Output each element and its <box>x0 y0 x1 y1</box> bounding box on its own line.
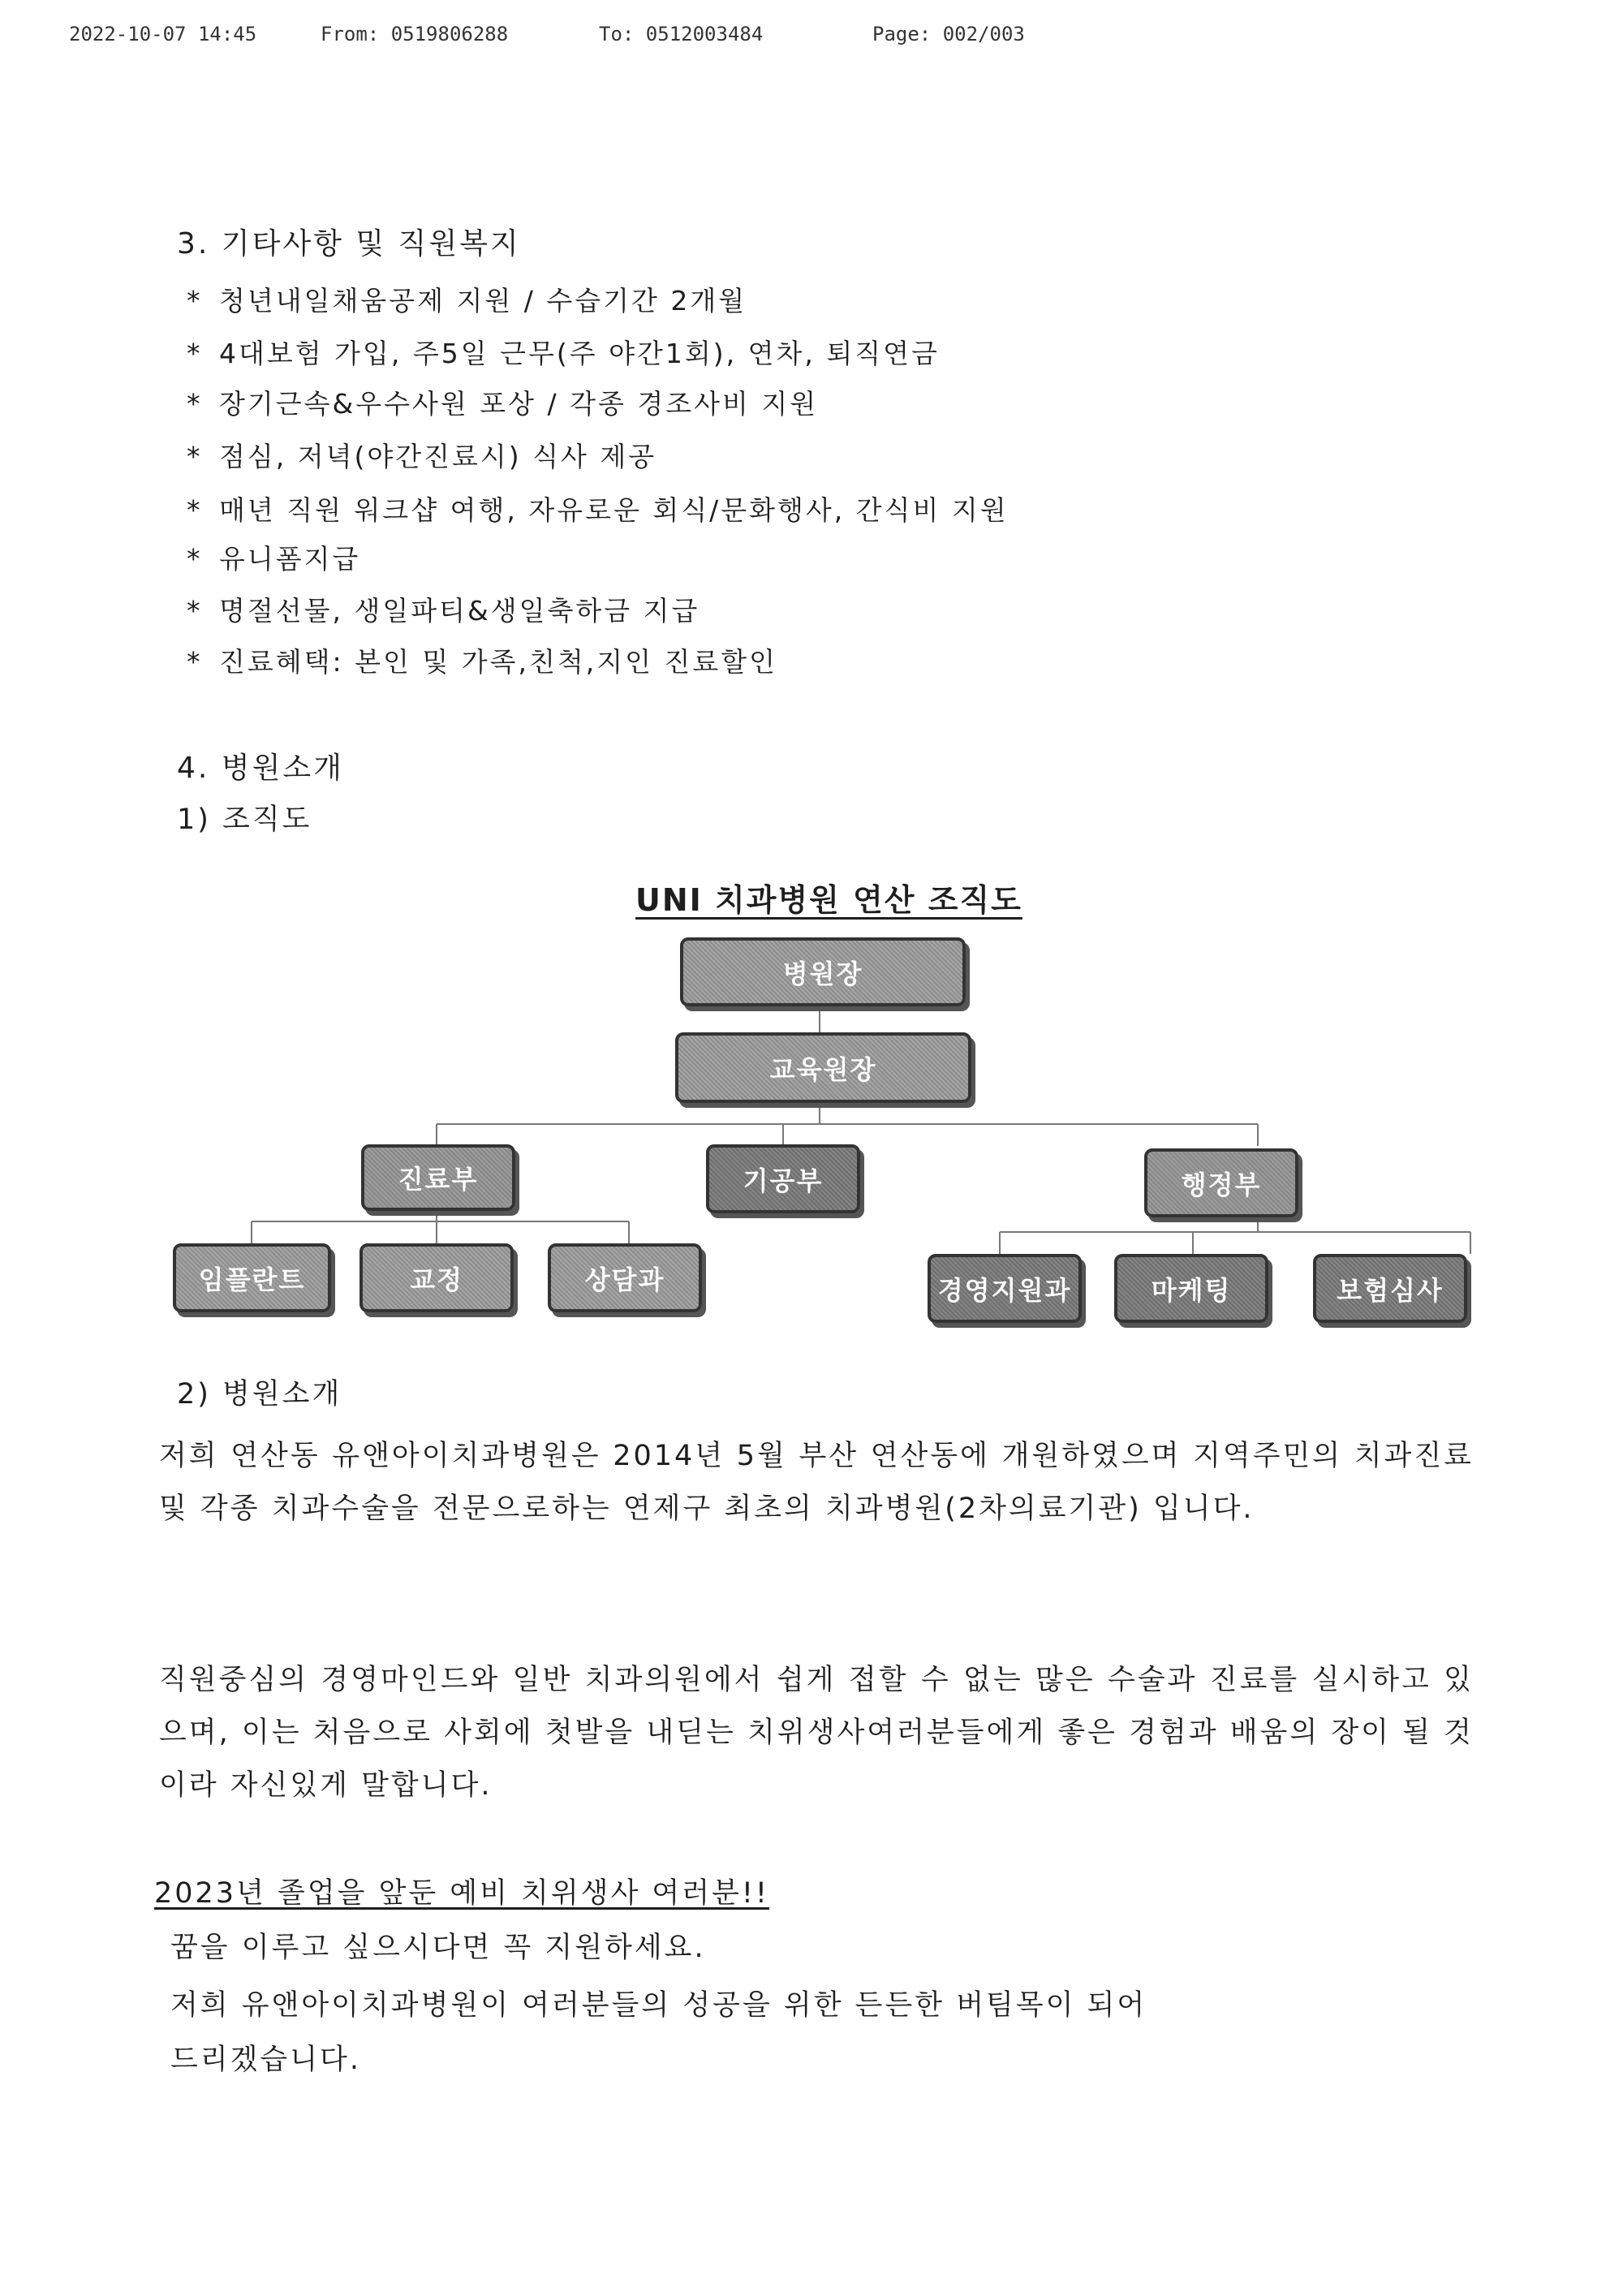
benefit-text: 청년내일채움공제 지원 / 수습기간 2개월 <box>219 285 747 317</box>
intro-paragraph: 직원중심의 경영마인드와 일반 치과의원에서 쉽게 접할 수 없는 많은 수술과 진료를 실시하고 있으며, 이는 처음으로 사회에 첫발을 내딛는 치위생사여러분들에게 좋은 경험과 배움의 장이 될 것이라 자신있게 말합니다. <box>159 1664 1474 1802</box>
fax-from: From: 0519806288 <box>321 23 509 45</box>
closing-line: 저희 유앤아이치과병원이 여러분들의 성공을 위한 든든한 버팀목이 되어 <box>170 1989 1147 2022</box>
fax-date: 2022-10-07 14:45 <box>69 23 257 45</box>
benefit-text: 명절선물, 생일파티&생일축하금 지급 <box>219 595 700 627</box>
bullet-mark: * <box>187 338 203 369</box>
bullet-mark: * <box>187 441 203 472</box>
benefit-text: 유니폼지급 <box>219 543 361 575</box>
benefit-item <box>187 280 747 318</box>
bullet-mark: * <box>187 543 203 575</box>
org-node-counsel: 상담과 <box>548 1243 702 1312</box>
fax-to: To: 0512003484 <box>599 23 764 45</box>
benefit-item <box>187 641 777 679</box>
benefit-text: 4대보험 가입, 주5일 근무(주 야간1회), 연차, 퇴직연금 <box>219 338 940 369</box>
section4-title: 4. 병원소개 <box>177 752 344 785</box>
intro-paragraph: 저희 연산동 유앤아이치과병원은 2014년 5월 부산 연산동에 개원하였으며 지역주민의 치과진료 및 각종 치과수술을 전문으로하는 연제구 최초의 치과병원(2차의료기관) 입니다. <box>159 1440 1474 1525</box>
org-node-insurance: 보험심사 <box>1313 1254 1467 1323</box>
benefit-item <box>187 333 940 371</box>
benefit-item <box>187 383 818 421</box>
bullet-mark: * <box>187 388 203 420</box>
org-node-education-director: 교육원장 <box>675 1032 971 1103</box>
intro-subtitle: 2) 병원소개 <box>177 1378 342 1411</box>
closing-headline: 2023년 졸업을 앞둔 예비 치위생사 여러분!! <box>154 1877 769 1910</box>
org-node-admin: 행정부 <box>1144 1148 1298 1217</box>
closing-line: 꿈을 이루고 싶으시다면 꼭 지원하세요. <box>170 1932 706 1964</box>
closing-line: 드리겠습니다. <box>170 2044 361 2076</box>
org-node-clinic: 진료부 <box>361 1144 515 1211</box>
benefit-item <box>187 590 700 628</box>
org-node-lab: 기공부 <box>706 1144 860 1213</box>
fax-header <box>0 23 1623 55</box>
org-node-ortho: 교정 <box>359 1243 514 1312</box>
org-node-marketing: 마케팅 <box>1114 1254 1268 1323</box>
benefit-item <box>187 489 1009 528</box>
bullet-mark: * <box>187 494 203 526</box>
org-chart-title: UNI 치과병원 연산 조직도 <box>635 882 1022 918</box>
benefit-item <box>187 436 657 474</box>
org-node-director: 병원장 <box>680 937 966 1006</box>
org-node-management: 경영지원과 <box>928 1254 1082 1323</box>
org-node-implant: 임플란트 <box>173 1243 331 1312</box>
bullet-mark: * <box>187 285 203 317</box>
org-chart-subtitle: 1) 조직도 <box>177 803 312 836</box>
bullet-mark: * <box>187 595 203 627</box>
bullet-mark: * <box>187 646 203 678</box>
benefit-text: 매년 직원 워크샵 여행, 자유로운 회식/문화행사, 간식비 지원 <box>219 494 1009 526</box>
benefit-item <box>187 538 360 576</box>
benefit-text: 점심, 저녁(야간진료시) 식사 제공 <box>219 441 657 472</box>
fax-page: Page: 002/003 <box>872 23 1025 45</box>
section3-title: 3. 기타사항 및 직원복지 <box>177 227 521 261</box>
benefit-text: 진료혜택: 본인 및 가족,친척,지인 진료할인 <box>219 646 777 678</box>
benefit-text: 장기근속&우수사원 포상 / 각종 경조사비 지원 <box>219 388 819 420</box>
